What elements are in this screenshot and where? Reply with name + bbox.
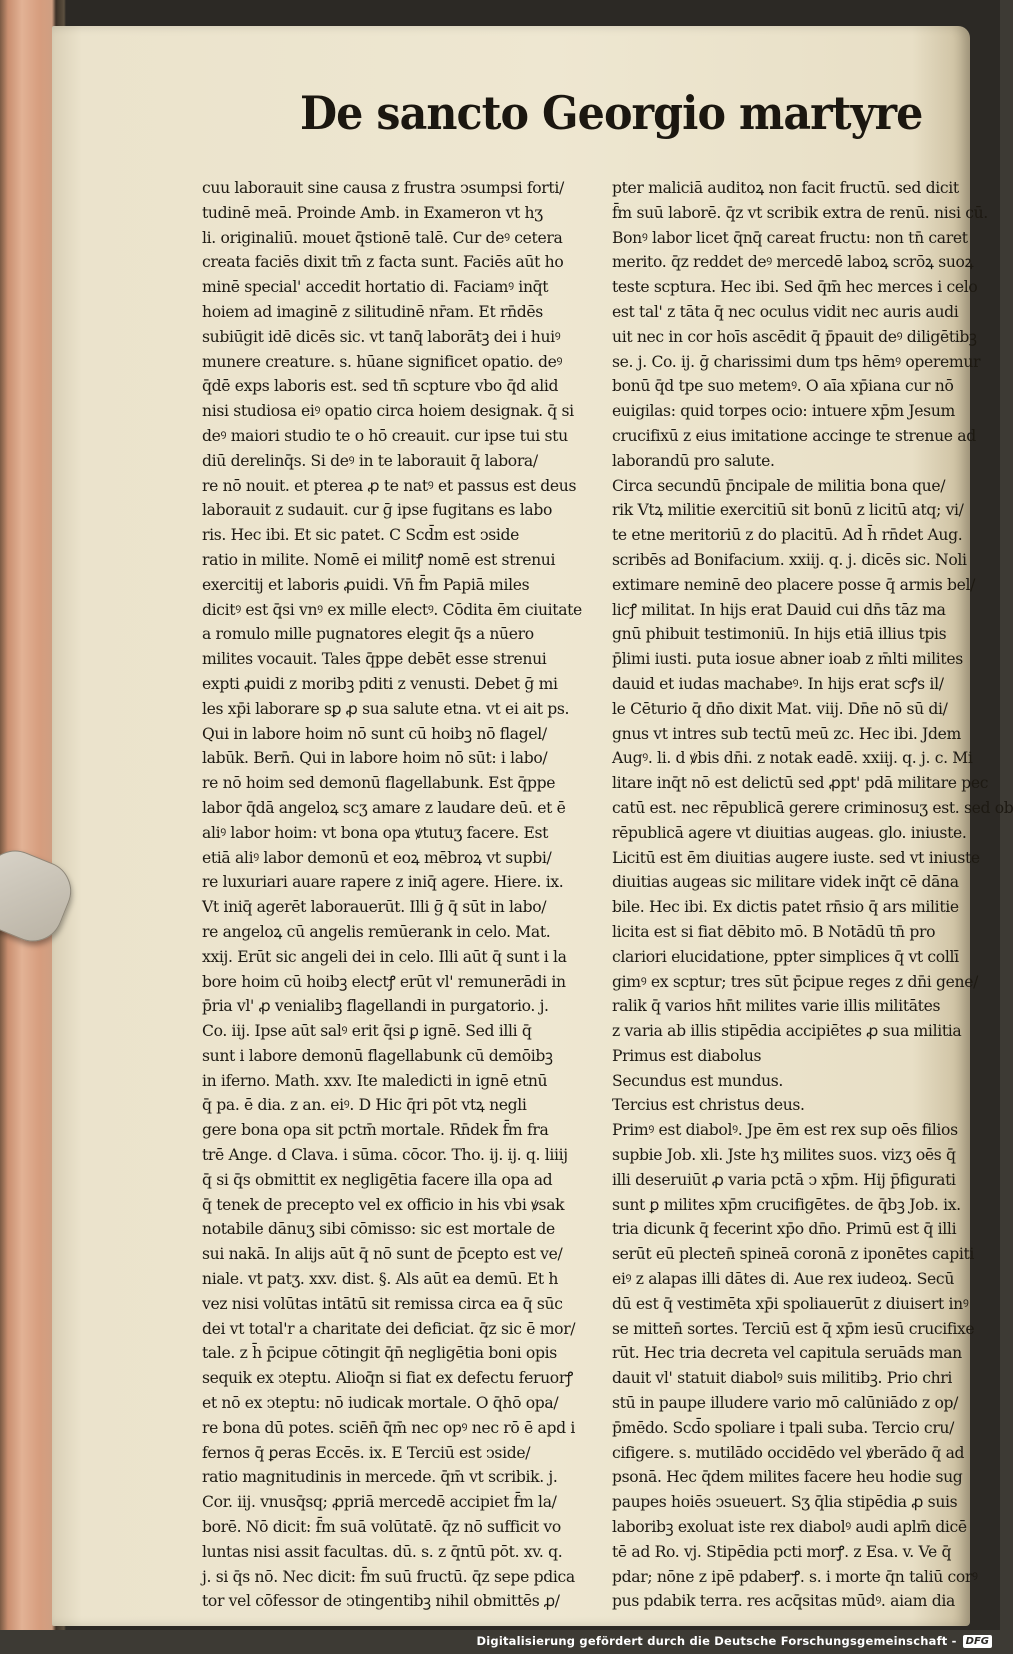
text-line: et nō ex ↄteptu: nō iudicak mortale. O q̄hō opa/ <box>202 1394 559 1413</box>
text-line: vez nisi volūtas intātū sit remissa circa ea q̄ sūc <box>202 1294 563 1313</box>
footer-credit-text: Digitalisierung gefördert durch die Deutsche Forschungsgemeinschaft - <box>476 1634 957 1648</box>
text-line: Circa secundū p̄ncipale de militia bona que/ <box>612 476 946 495</box>
text-line: clariori elucidatione, ppter simplices q̄ vt collī <box>612 947 959 966</box>
text-line: re angeloꝝ cū angelis remūerank in celo. Mat. <box>202 922 551 941</box>
text-line: q̄ tenek de precepto vel ex officio in his vbi ꝟsak <box>202 1195 565 1214</box>
text-line: merito. q̄z reddet deꝰ mercedē laboꝝ scrōꝝ suoꝝ <box>612 253 974 272</box>
text-line: etiā aliꝰ labor demonū et eoꝝ mēbroꝝ vt supbi/ <box>202 848 552 867</box>
text-line: rēpublicā agere vt diuitias augeas. glo. iniuste. <box>612 823 967 842</box>
text-line: stū in paupe illudere vario mō calūniādo z op/ <box>612 1394 959 1413</box>
text-line: laboribꝫ exoluat iste rex diabolꝰ audi aplm̄ dicē <box>612 1518 967 1537</box>
text-line: diuitias augeas sic militare videk inq̄t cē dāna <box>612 873 959 892</box>
text-line: gnus vt intres sub tectū meū zc. Hec ibi. Jdem <box>612 724 961 743</box>
text-line: p̄ria vl' ꝓ venialibꝫ flagellandi in purgatorio. j. <box>202 997 549 1016</box>
text-line: labor q̄dā angeloꝝ scʒ amare z laudare deū. et ē <box>202 798 566 817</box>
text-line: sunt i labore demonū flagellabunk cū demōibꝫ <box>202 1046 553 1065</box>
text-line: ratio magnitudinis in mercede. q̄m̄ vt scribik. j. <box>202 1468 558 1487</box>
text-line: crucifixū z eius imitatione accinge te strenue ad <box>612 426 976 445</box>
book-page <box>52 26 1013 1626</box>
text-line: munere creature. s. hūane significet opatio. deꝰ <box>202 352 563 371</box>
text-line: paupes hoiēs ↄsueuert. Sʒ q̄lia stipēdia ꝓ suis <box>612 1493 958 1512</box>
text-line: Primꝰ est diabolꝰ. Jpe ēm est rex sup oēs filios <box>612 1121 958 1140</box>
text-line: dicitꝰ est q̄si vnꝰ ex mille electꝰ. Cōdita ēm ciuitate <box>202 600 582 619</box>
text-line: les xp̄i laborare sꝑ ꝓ sua salute etna. vt ei ait ps. <box>202 699 570 718</box>
text-line: scribēs ad Bonifacium. xxiij. q. j. dicēs sic. Noli <box>612 550 967 569</box>
text-line: nisi studiosa eiꝰ opatio circa hoiem designak. q̄ si <box>202 402 574 421</box>
text-line: pter maliciā auditoꝝ non facit fructū. sed dicit <box>612 179 959 197</box>
text-line: supbie Job. xli. Jste hʒ milites suos. vizʒ oēs q̄ <box>612 1146 956 1165</box>
text-line: rūt. Hec tria decreta vel capitula seruāds man <box>612 1344 962 1363</box>
text-line: uit nec in cor hoīs ascēdit q̄ p̄pauit deꝰ diligētibꝫ <box>612 327 977 346</box>
text-line: bore hoim cū hoibꝫ electꝭ erūt vl' remunerādi in <box>202 972 566 991</box>
text-line: ralik q̄ varios hn̄t milites varie illis militātes <box>612 997 941 1016</box>
text-line: licita est si fiat dēbito mō. B Notādū tn̄ pro <box>612 922 936 941</box>
text-line: pus pdabik terra. res acq̄sitas mūdꝰ. aiam dia <box>612 1592 955 1611</box>
text-line: licꝭ militat. In hijs erat Dauid cui dn̄s tāz ma <box>612 600 946 619</box>
text-line: q̄ si q̄s obmittit ex negligētia facere illa opa ad <box>202 1170 553 1189</box>
text-line: Licitū est ēm diuitias augere iuste. sed vt iniuste <box>612 848 980 867</box>
text-line: Vt iniq̄ agerēt laborauerūt. Illi ḡ q̄ sūt in labo/ <box>202 898 547 917</box>
text-line: Augꝰ. li. d ꝟbis dn̄i. z notak eadē. xxiij. q. j. c. Mi <box>612 749 973 768</box>
text-line: milites vocauit. Tales q̄ppe debēt esse strenui <box>202 650 547 669</box>
text-line: re nō nouit. et pterea ꝓ te natꝰ et passus est deus <box>202 476 577 495</box>
text-line: labūk. Bern̄. Qui in labore hoim nō sūt: i labo/ <box>202 749 548 768</box>
text-line: gnū phibuit testimoniū. In hijs etiā illius tpis <box>612 625 947 644</box>
text-line: dei vt total'r a charitate dei deficiat. q̄z sic ē mor/ <box>202 1319 576 1338</box>
text-line: re bona dū potes. sciēn̄ q̄m̄ nec opꝰ nec rō ē apd i <box>202 1418 575 1437</box>
text-line: aliꝰ labor hoim: vt bona opa ꝟtutuʒ facere. Est <box>202 823 549 842</box>
text-line: psonā. Hec q̄dem milites facere heu hodie sug <box>612 1468 963 1487</box>
dfg-logo: DFG <box>963 1635 992 1648</box>
text-line: ris. Hec ibi. Et sic patet. C Scd̄m est ↄside <box>202 526 520 545</box>
text-line: pdar; nōne z ipē pdaberꝭ. s. i morte q̄n taliū corꝰ <box>612 1567 978 1586</box>
text-line: z varia ab illis stipēdia accipiētes ꝓ sua militia <box>612 1022 962 1041</box>
text-line: p̄mēdo. Scd̄o spoliare i tpali suba. Tercio cru/ <box>612 1418 955 1437</box>
text-line: q̄ pa. ē dia. z an. eiꝰ. D Hic q̄ri pōt vtꝝ negli <box>202 1096 527 1115</box>
text-line: sui nakā. In alijs aūt q̄ nō sunt de p̄cepto est ve/ <box>202 1245 563 1264</box>
text-line: litare inq̄t nō est delictū sed ꝓpt' pdā militare pec <box>612 774 989 793</box>
text-line: in iferno. Math. xxv. Ite maledicti in ignē etnū <box>202 1071 548 1090</box>
text-line: Tercius est christus deus. <box>612 1096 805 1115</box>
text-line: sequik ex ↄteptu. Alioq̄n si fiat ex defectu feruorꝭ <box>202 1369 573 1388</box>
text-line: fernos q̄ ꝑeras Eccēs. ix. E Terciū est ↄside/ <box>202 1443 531 1462</box>
text-line: catū est. nec rēpublicā gerere criminosuʒ est. sed ob <box>612 798 1013 817</box>
text-line: tria dicunk q̄ fecerint xp̄o dn̄o. Primū est q̄ illi <box>612 1220 957 1239</box>
text-line: xxij. Erūt sic angeli dei in celo. Illi aūt q̄ sunt i la <box>202 947 567 966</box>
text-line: Primus est diabolus <box>612 1046 762 1065</box>
text-line: f̄m suū laborē. q̄z vt scribik extra de renū. nisi cū. <box>612 203 988 222</box>
text-line: diū derelinq̄s. Si deꝰ in te laborauit q̄ labora/ <box>202 451 538 470</box>
text-line: re nō hoim sed demonū flagellabunk. Est q̄ppe <box>202 774 556 793</box>
text-line: le Cēturio q̄ dn̄o dixit Mat. viij. Dn̄e nō sū di/ <box>612 699 948 718</box>
text-line: borē. Nō dicit: f̄m suā volūtatē. q̄z nō sufficit vo <box>202 1518 561 1537</box>
text-line: illi deseruiūt ꝓ varia pctā ↄ xp̄m. Hij p̄figurati <box>612 1170 956 1189</box>
text-line: Qui in labore hoim nō sunt cū hoibꝫ nō flagel/ <box>202 724 547 743</box>
text-line: tor vel cōfessor de ↄtingentibꝫ nihil obmittēs ꝓ/ <box>202 1592 560 1611</box>
text-line: sunt ꝑ milites xp̄m crucifigētes. de q̄bꝫ Job. ix. <box>612 1195 961 1214</box>
text-line: eiꝰ z alapas illi dātes di. Aue rex iudeoꝝ. Secū <box>612 1270 955 1289</box>
text-line: gere bona opa sit pctm̄ mortale. Rn̄dek f̄m fra <box>202 1121 549 1140</box>
text-line: bonū q̄d tpe suo metemꝰ. O aīa xp̄iana cur nō <box>612 377 954 396</box>
text-line: est tal' z tāta q̄ nec oculus vidit nec auris audi <box>612 302 959 321</box>
footer-credit <box>477 1632 992 1650</box>
text-line: cuu laborauit sine causa z frustra ↄsumpsi forti/ <box>202 179 564 197</box>
text-line: teste scptura. Hec ibi. Sed q̄m̄ hec merces i celo <box>612 278 978 297</box>
text-line: laborauit z sudauit. cur ḡ ipse fugitans es labo <box>202 501 553 520</box>
text-line: Cor. iij. vnusq̄sq; ꝓpriā mercedē accipiet f̄m la/ <box>202 1493 557 1512</box>
text-line: se mitten̄ sortes. Terciū est q̄ xp̄m iesū crucifixe <box>612 1319 975 1338</box>
text-line: hoiem ad imaginē z silitudinē nr̄am. Et rn̄dēs <box>202 302 543 321</box>
page-heading: De sancto Georgio martyre <box>300 86 923 140</box>
text-line: dauid et iudas machabeꝰ. In hijs erat scꝭs il/ <box>612 674 944 693</box>
text-line: niale. vt patʒ. xxv. dist. §. Als aūt ea demū. Et h <box>202 1270 559 1289</box>
text-line: expti ꝓuidi z moribꝫ pditi z venusti. Debet ḡ mi <box>202 674 558 693</box>
text-line: dauit vl' statuit diabolꝰ suis militibꝫ. Prio chri <box>612 1369 953 1388</box>
text-line: bile. Hec ibi. Ex dictis patet rn̄sio q̄ ars militie <box>612 898 959 917</box>
text-line: exercitij et laboris ꝓuidi. Vn̄ f̄m Papiā miles <box>202 575 530 594</box>
text-line: tale. z h̄ p̄cipue cōtingit q̄n̄ negligētia boni opis <box>202 1344 557 1363</box>
text-line: re luxuriari auare rapere z iniq̄ agere. Hiere. ix. <box>202 873 564 892</box>
text-line: creata faciēs dixit tm̄ z facta sunt. Faciēs aūt ho <box>202 253 564 272</box>
text-line: trē Ange. d Clava. i sūma. cōcor. Tho. ij. ij. q. liiij <box>202 1146 568 1165</box>
text-line: serūt eū plecten̄ spineā coronā z iponētes capiti <box>612 1245 975 1264</box>
text-line: Co. iij. Ipse aūt salꝰ erit q̄si ꝑ ignē. Sed illi q̄ <box>202 1022 532 1041</box>
text-line: tē ad Ro. vj. Stipēdia pcti morꝭ. z Esa. v. Ve q̄ <box>612 1542 952 1561</box>
text-line: j. si q̄s nō. Nec dicit: f̄m suū fructū. q̄z sepe pdica <box>202 1567 575 1586</box>
text-line: deꝰ maiori studio te o hō creauit. cur ipse tui stu <box>202 426 568 445</box>
text-line: euigilas: quid torpes ocio: intuere xp̄m Jesum <box>612 402 955 421</box>
text-line: p̄limi iusti. puta iosue abner ioab z m̄lti milites <box>612 650 963 669</box>
text-line: minē special' accedit hortatio di. Faciamꝰ inq̄t <box>202 278 549 297</box>
text-line: Bonꝰ labor licet q̄nq̄ careat fructu: non tn̄ caret <box>612 228 968 247</box>
text-line: q̄dē exps laboris est. sed tn̄ scpture vbo q̄d alid <box>202 377 559 396</box>
text-line: laborandū pro salute. <box>612 451 775 470</box>
text-line: gimꝰ ex scptur; tres sūt p̄cipue reges z dn̄i gene/ <box>612 972 979 991</box>
text-line: luntas nisi assit facultas. dū. s. z q̄ntū pōt. xv. q. <box>202 1542 563 1561</box>
text-line: tudinē meā. Proinde Amb. in Exameron vt hʒ <box>202 203 543 222</box>
text-line: rik Vtꝝ militie exercitiū sit bonū z licitū atq; vi/ <box>612 501 964 520</box>
text-line: dū est q̄ vestimēta xp̄i spoliauerūt z diuisert inꝰ <box>612 1294 969 1313</box>
text-line: li. originaliū. mouet q̄stionē talē. Cur deꝰ cetera <box>202 228 563 247</box>
text-line: a romulo mille pugnatores elegit q̄s a nūero <box>202 625 534 644</box>
text-line: se. j. Co. ij. ḡ charissimi dum tps hēmꝰ operemur <box>612 352 981 371</box>
text-line: Secundus est mundus. <box>612 1071 784 1090</box>
text-line: extimare neminē deo placere posse q̄ armis bel/ <box>612 575 976 594</box>
text-line: subiūgit idē dicēs sic. vt tanq̄ laborātꝫ dei i huiꝰ <box>202 327 561 346</box>
text-line: notabile dānuʒ sibi cōmisso: sic est mortale de <box>202 1220 555 1239</box>
text-line: cifigere. s. mutilādo occidēdo vel ꝟberādo q̄ ad <box>612 1443 965 1462</box>
text-line: ratio in milite. Nomē ei militꝭ nomē est strenui <box>202 550 556 569</box>
text-line: te etne meritoriū z do placitū. Ad h̄ rn̄det Aug. <box>612 526 963 545</box>
